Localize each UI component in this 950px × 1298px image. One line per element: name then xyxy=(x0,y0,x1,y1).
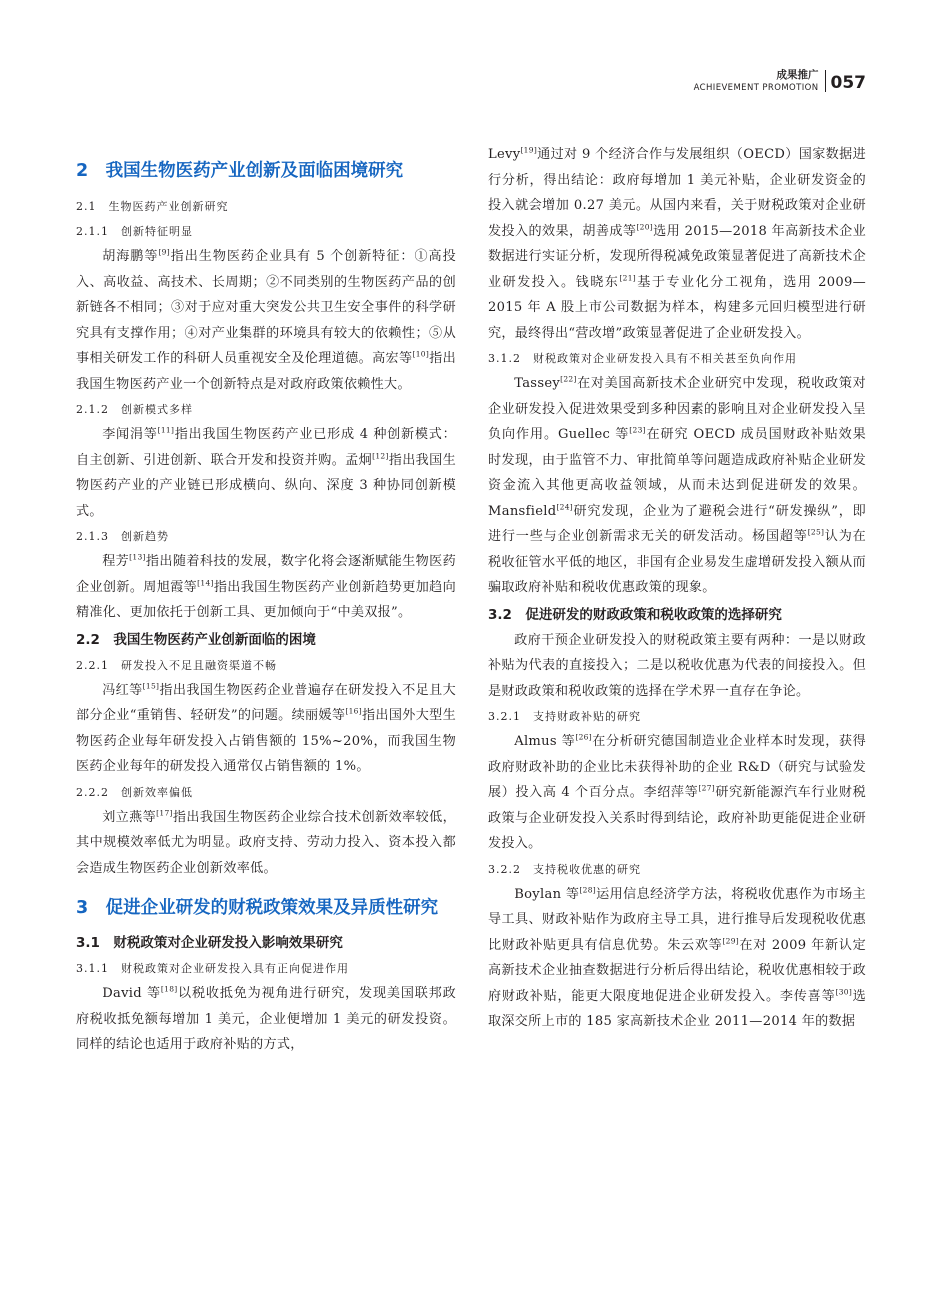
subsection-2-2-2-heading: 2.2.2 创新效率偏低 xyxy=(76,785,193,799)
right-column xyxy=(488,142,866,1035)
subsection-3-2-1-heading: 3.2.1 支持财政补贴的研究 xyxy=(488,710,641,723)
header-section-cn: 成果推广 xyxy=(776,69,819,81)
paragraph: Levy[19]通过对 9 个经济合作与发展组织（OECD）国家数据进行分析，得出结论：政府每增加 1 美元补贴，企业研发资金的投入就会增加 0.27 美元。从国内来看，关于财税政策对企业研发投入的效果，胡善成等[20]选用 2015—2018 年高新技术企业数据进行实证分析，发现所得税减免政策显著促进了高新技术企业研发投入。钱晓东[21]基于专业化分工视角，选用 2009—2015 年 A 股上市公司数据为样本，构建多元回归模型进行研究，最终得出“营改增”政策显著促进了企业研发投入。 xyxy=(488,145,867,341)
subsection-2-1-3-heading: 2.1.3 创新趋势 xyxy=(76,530,169,543)
section-3-heading: 3 促进企业研发的财税政策效果及异质性研究 xyxy=(76,898,439,918)
subsection-3-2-heading: 3.2 促进研发的财政政策和税收政策的选择研究 xyxy=(488,606,782,623)
subsection-2-2-heading: 2.2 我国生物医药产业创新面临的困境 xyxy=(76,631,316,648)
left-column xyxy=(76,142,456,1058)
header-divider xyxy=(825,70,826,92)
subsection-3-1-1-heading: 3.1.1 财税政策对企业研发投入具有正向促进作用 xyxy=(76,962,349,975)
subsection-2-1-1-heading: 2.1.1 创新特征明显 xyxy=(76,225,193,238)
subsection-3-2-2-heading: 3.2.2 支持税收优惠的研究 xyxy=(488,862,641,876)
paragraph: Almus 等[26]在分析研究德国制造业企业样本时发现，获得政府财政补助的企业比未获得补助的企业 R&D（研究与试验发展）投入高 4 个百分点。李绍萍等[27]研究新能源汽车行业财税政策与企业研发投入关系时得到结论，政府补助更能促进企业研发投入。 xyxy=(488,732,866,851)
subsection-3-1-heading: 3.1 财税政策对企业研发投入影响效果研究 xyxy=(76,935,343,951)
subsection-2-2-1-heading: 2.2.1 研发投入不足且融资渠道不畅 xyxy=(76,658,277,672)
page-number: 057 xyxy=(830,73,866,93)
header-text xyxy=(694,69,819,94)
paragraph: 刘立燕等[17]指出我国生物医药企业综合技术创新效率较低，其中规模效率低尤为明显。政府支持、劳动力投入、资本投入都会造成生物医药企业创新效率低。 xyxy=(76,808,456,876)
paragraph: 李闻涓等[11]指出我国生物医药产业已形成 4 种创新模式：自主创新、引进创新、联合开发和投资并购。孟炯[12]指出我国生物医药产业的产业链已形成横向、纵向、深度 3 种协同创新模式。 xyxy=(76,425,456,519)
section-2-heading: 2 我国生物医药产业创新及面临困境研究 xyxy=(76,161,404,181)
paragraph: 胡海鹏等[9]指出生物医药企业具有 5 个创新特征：①高投入、高收益、高技术、长周期；②不同类别的生物医药产品的创新链各不相同；③对于应对重大突发公共卫生安全事件的科学研究具有支撑作用；④对产业集群的环境具有较大的依赖性；⑤从事相关研发工作的科研人员重视安全及伦理道德。高宏等[10]指出我国生物医药产业一个创新特点是对政府政策依赖性大。 xyxy=(76,247,456,392)
paragraph: Boylan 等[28]运用信息经济学方法，将税收优惠作为市场主导工具、财政补贴作为政府主导工具，进行推导后发现税收优惠比财政补贴更具有信息优势。朱云欢等[29]在对 2009 年新认定高新技术企业抽查数据进行分析后得出结论，税收优惠相较于政府财政补贴，能更大限度地促进企业研发投入。李传喜等[30]选取深交所上市的 185 家高新技术企业 2011—2014 年的数据 xyxy=(488,885,867,1029)
paragraph: 政府干预企业研发投入的财税政策主要有两种：一是以财政补贴为代表的直接投入；二是以税收优惠为代表的间接投入。但是财政政策和税收政策的选择在学术界一直存在争论。 xyxy=(488,632,866,699)
paragraph: David 等[18]以税收抵免为视角进行研究，发现美国联邦政府税收抵免额每增加 1 美元，企业便增加 1 美元的研发投资。同样的结论也适用于政府补贴的方式， xyxy=(76,984,456,1052)
subsection-2-1-heading: 2.1 生物医药产业创新研究 xyxy=(76,200,229,213)
subsection-3-1-2-heading: 3.1.2 财税政策对企业研发投入具有不相关甚至负向作用 xyxy=(488,352,797,365)
page-header xyxy=(694,64,866,94)
paragraph: 冯红等[15]指出我国生物医药企业普遍存在研发投入不足且大部分企业“重销售、轻研发”的问题。续丽媛等[16]指出国外大型生物医药企业每年研发投入占销售额的 15%~20%，而我国生物医药企业每年的研发投入通常仅占销售额的 1%。 xyxy=(76,681,456,774)
subsection-2-1-2-heading: 2.1.2 创新模式多样 xyxy=(76,403,193,416)
header-section-en: ACHIEVEMENT PROMOTION xyxy=(693,83,819,93)
paragraph: 程芳[13]指出随着科技的发展，数字化将会逐渐赋能生物医药企业创新。周旭霞等[14]指出我国生物医药产业创新趋势更加趋向精准化、更加依托于创新工具、更加倾向于“中美双报”。 xyxy=(76,552,457,620)
paragraph: Tassey[22]在对美国高新技术企业研究中发现，税收政策对企业研发投入促进效果受到多种因素的影响且对企业研发投入呈负向作用。Guellec 等[23]在研究 OECD 成员国财政补贴效果时发现，由于监管不力、审批简单等问题造成政府补贴企业研发资金流入其他更高收益领域，从而未达到促进研发的效果。Mansfield[24]研究发现，企业为了避税会进行“研发操纵”，即进行一些与企业创新需求无关的研发活动。杨国超等[25]认为在税收征管水平低的地区，非国有企业易发生虚增研发投入额从而骗取政府补贴和税收优惠政策的现象。 xyxy=(488,374,866,595)
